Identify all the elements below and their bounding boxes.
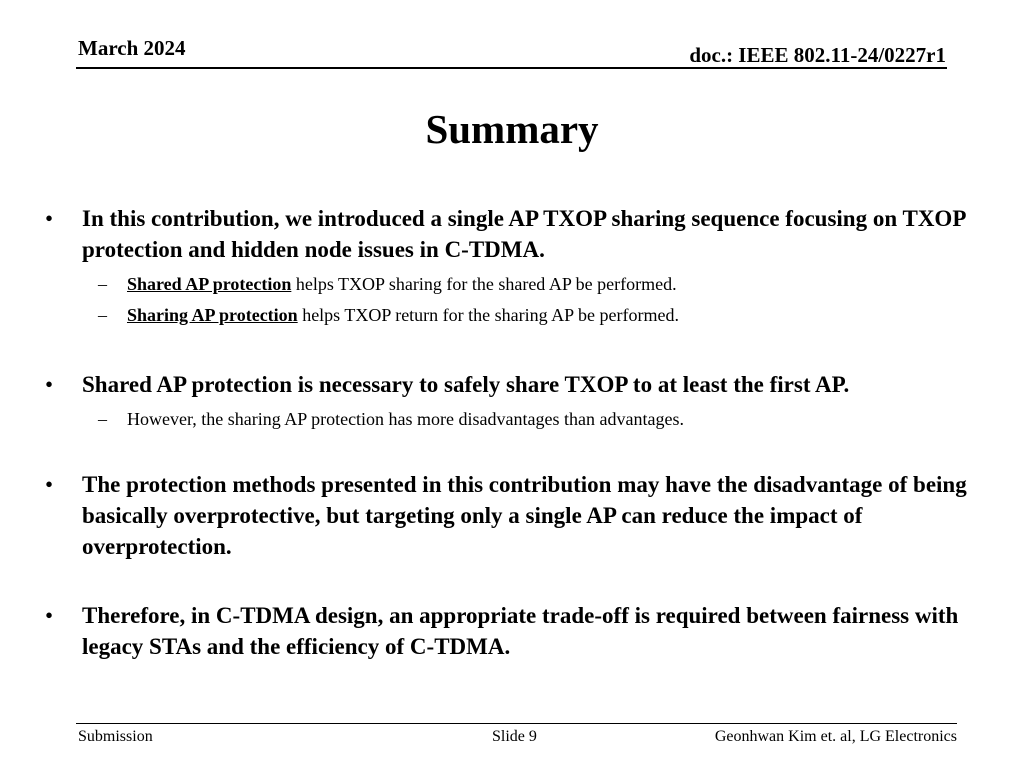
bullet-item <box>45 600 985 662</box>
bullet-text: In this contribution, we introduced a single AP TXOP sharing sequence focusing on TXOP protection and hidden node issues in C-TDMA. <box>82 206 966 262</box>
bullet-item <box>45 469 985 562</box>
bullet-text: Therefore, in C-TDMA design, an appropriate trade-off is required between fairness with legacy STAs and the efficiency of C-TDMA. <box>82 603 959 659</box>
dash-icon: – <box>98 305 107 325</box>
footer-authors: Geonhwan Kim et. al, LG Electronics <box>714 728 957 745</box>
bullet-item <box>45 203 985 265</box>
header-date: March 2024 <box>78 36 186 60</box>
dash-icon: – <box>98 409 107 429</box>
slide-title: Summary <box>425 106 599 152</box>
sub-bullet-item <box>45 407 985 431</box>
bullet-text: Shared AP protection is necessary to safely share TXOP to at least the first AP. <box>82 372 850 397</box>
bullet-icon: • <box>45 472 54 497</box>
bullet-icon: • <box>45 372 54 397</box>
sub-bullet-item <box>45 272 985 296</box>
bullet-item <box>45 369 985 400</box>
footer-submission: Submission <box>78 728 153 745</box>
header-doc-id: doc.: IEEE 802.11-24/0227r1 <box>689 43 946 67</box>
sub-bullet-text: helps TXOP return for the sharing AP be performed. <box>297 305 679 325</box>
sub-bullet-text: helps TXOP sharing for the shared AP be performed. <box>291 274 677 294</box>
dash-icon: – <box>98 274 107 294</box>
bullet-text: The protection methods presented in this contribution may have the disadvantage of being basically overprotective, but targeting only a single AP can reduce the impact of overprotection. <box>82 472 967 559</box>
bullet-icon: • <box>45 603 54 628</box>
sub-bullet-emphasis: Sharing AP protection <box>127 305 298 325</box>
sub-bullet-item <box>45 303 985 327</box>
slide-body <box>45 203 985 662</box>
sub-bullet-text: However, the sharing AP protection has more disadvantages than advantages. <box>127 409 684 429</box>
bullet-icon: • <box>45 206 54 231</box>
sub-bullet-emphasis: Shared AP protection <box>127 274 292 294</box>
header-divider <box>76 67 947 69</box>
footer-slide-number: Slide 9 <box>492 728 537 745</box>
footer-divider <box>76 723 957 724</box>
